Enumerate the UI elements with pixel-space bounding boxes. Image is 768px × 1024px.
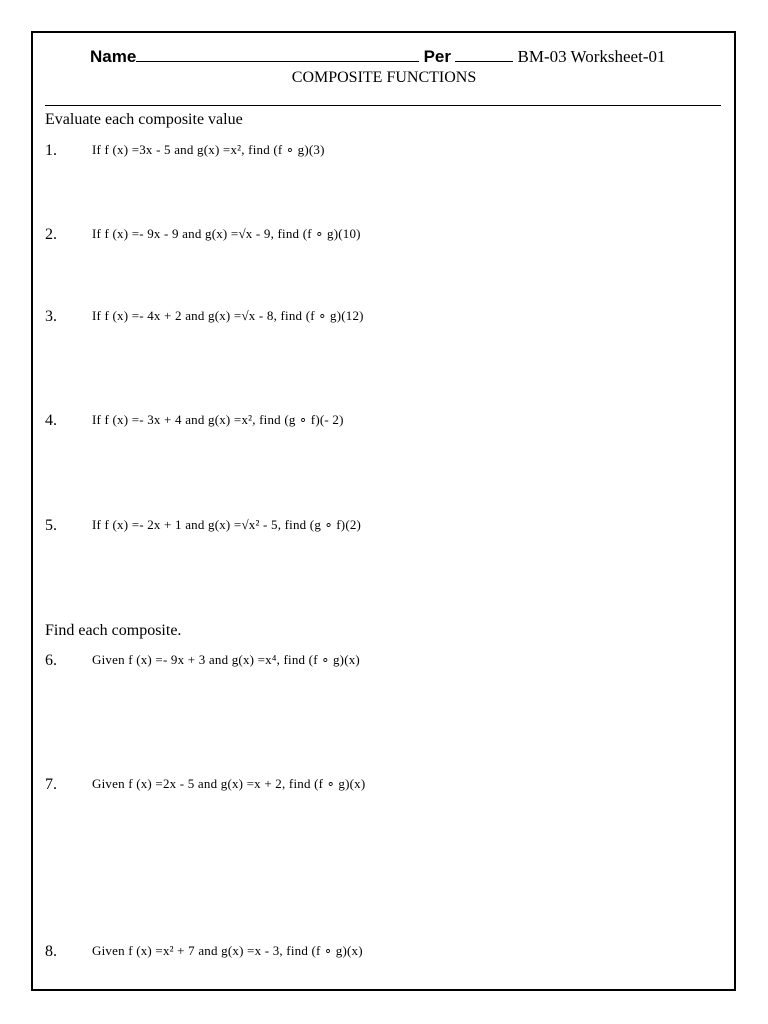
problem-text: Given f (x) =- 9x + 3 and g(x) =x⁴, find (f ∘ g)(x) bbox=[92, 652, 360, 667]
per-field[interactable] bbox=[455, 47, 513, 62]
problem-number: 6. bbox=[45, 652, 57, 669]
page-title: COMPOSITE FUNCTIONS bbox=[291, 69, 477, 86]
problem-text: If f (x) =- 2x + 1 and g(x) =√x² - 5, find (g ∘ f)(2) bbox=[92, 517, 362, 532]
problem-text: Given f (x) =2x - 5 and g(x) =x + 2, find (f ∘ g)(x) bbox=[92, 776, 366, 791]
per-label: Per bbox=[423, 47, 451, 66]
worksheet-header bbox=[90, 47, 665, 67]
problem-text: If f (x) =- 3x + 4 and g(x) =x², find (g ∘ f)(- 2) bbox=[92, 412, 344, 427]
problem-number: 3. bbox=[45, 308, 57, 325]
worksheet-code: BM-03 Worksheet-01 bbox=[517, 47, 666, 66]
worksheet-frame bbox=[31, 31, 736, 991]
problem-text: If f (x) =- 9x - 9 and g(x) =√x - 9, find (f ∘ g)(10) bbox=[92, 226, 361, 241]
problem-text: If f (x) =3x - 5 and g(x) =x², find (f ∘ g)(3) bbox=[92, 142, 325, 157]
section-evaluate-title: Evaluate each composite value bbox=[45, 111, 243, 128]
section-find-title: Find each composite. bbox=[45, 622, 182, 639]
problem-text: If f (x) =- 4x + 2 and g(x) =√x - 8, find (f ∘ g)(12) bbox=[92, 308, 364, 323]
problem-number: 2. bbox=[45, 226, 57, 243]
name-field[interactable] bbox=[136, 47, 419, 62]
problem-number: 1. bbox=[45, 142, 57, 159]
name-label: Name bbox=[90, 47, 137, 66]
header-divider bbox=[45, 105, 721, 106]
problem-text: Given f (x) =x² + 7 and g(x) =x - 3, find (f ∘ g)(x) bbox=[92, 943, 363, 958]
problem-number: 4. bbox=[45, 412, 57, 429]
problem-number: 8. bbox=[45, 943, 57, 960]
problem-number: 5. bbox=[45, 517, 57, 534]
problem-number: 7. bbox=[45, 776, 57, 793]
